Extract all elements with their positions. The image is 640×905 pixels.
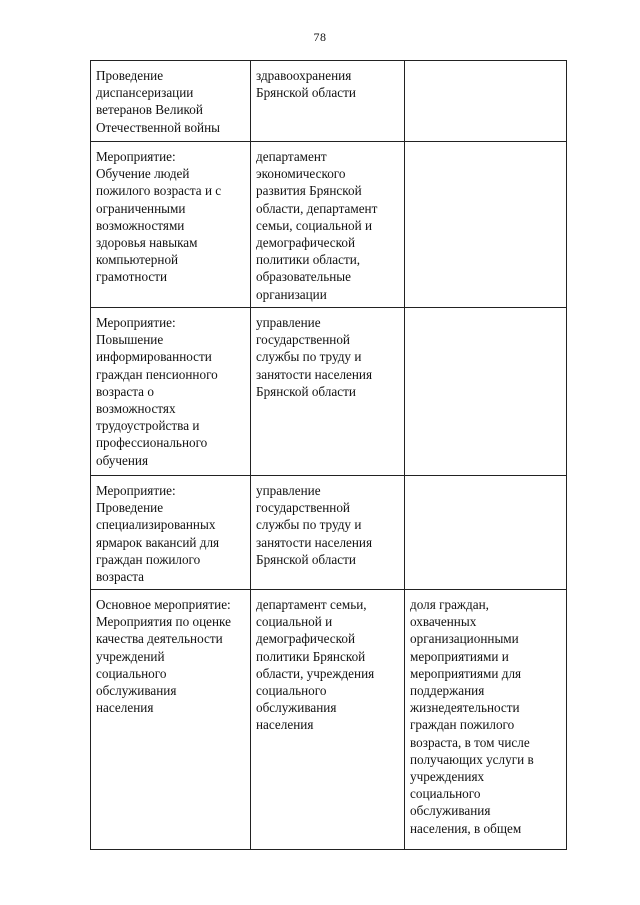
executor-text: управление государственной службы по труду и занятости населения Брянской области bbox=[256, 315, 373, 399]
event-cell bbox=[91, 142, 251, 308]
indicator-cell bbox=[405, 142, 567, 308]
table-row bbox=[91, 142, 567, 308]
indicator-cell bbox=[405, 61, 567, 142]
event-cell bbox=[91, 590, 251, 850]
executor-cell bbox=[251, 476, 405, 590]
event-text: Мероприятие: Проведение специализированных ярмарок вакансий для граждан пожилого возраста bbox=[96, 483, 220, 585]
event-cell bbox=[91, 476, 251, 590]
table-row bbox=[91, 308, 567, 476]
event-text: Проведение диспансеризации ветеранов Великой Отечественной войны bbox=[96, 68, 221, 135]
executor-text: департамент экономического развития Брянской области, департамент семьи, социальной и демографической политики области, образовательные организации bbox=[256, 149, 378, 302]
executor-text: управление государственной службы по труду и занятости населения Брянской области bbox=[256, 483, 373, 567]
page-number: 78 bbox=[313, 30, 327, 44]
executor-cell bbox=[251, 61, 405, 142]
event-cell bbox=[91, 308, 251, 476]
table-row bbox=[91, 590, 567, 850]
executor-cell bbox=[251, 590, 405, 850]
executor-text: департамент семьи, социальной и демографической политики Брянской области, учреждения социального обслуживания населения bbox=[256, 597, 375, 733]
program-table bbox=[90, 60, 567, 850]
executor-cell bbox=[251, 142, 405, 308]
indicator-cell bbox=[405, 308, 567, 476]
indicator-cell bbox=[405, 476, 567, 590]
table-row bbox=[91, 476, 567, 590]
indicator-cell bbox=[405, 590, 567, 850]
event-text: Основное мероприятие: Мероприятия по оценке качества деятельности учреждений социального обслуживания населения bbox=[96, 597, 231, 716]
executor-cell bbox=[251, 308, 405, 476]
indicator-text: доля граждан, охваченных организационными мероприятиями и мероприятиями для поддержания жизнедеятельности граждан пожилого возраста, в том числе получающих услуги в учреждениях социального обслуживания населения, в общем bbox=[410, 597, 534, 836]
event-text: Мероприятие: Обучение людей пожилого возраста и с ограниченными возможностями здоровья навыкам компьютерной грамотности bbox=[96, 149, 222, 285]
table-row bbox=[91, 61, 567, 142]
executor-text: здравоохранения Брянской области bbox=[256, 68, 356, 101]
event-text: Мероприятие: Повышение информированности граждан пенсионного возраста о возможностях трудоустройства и профессионального обучения bbox=[96, 315, 218, 468]
event-cell bbox=[91, 61, 251, 142]
